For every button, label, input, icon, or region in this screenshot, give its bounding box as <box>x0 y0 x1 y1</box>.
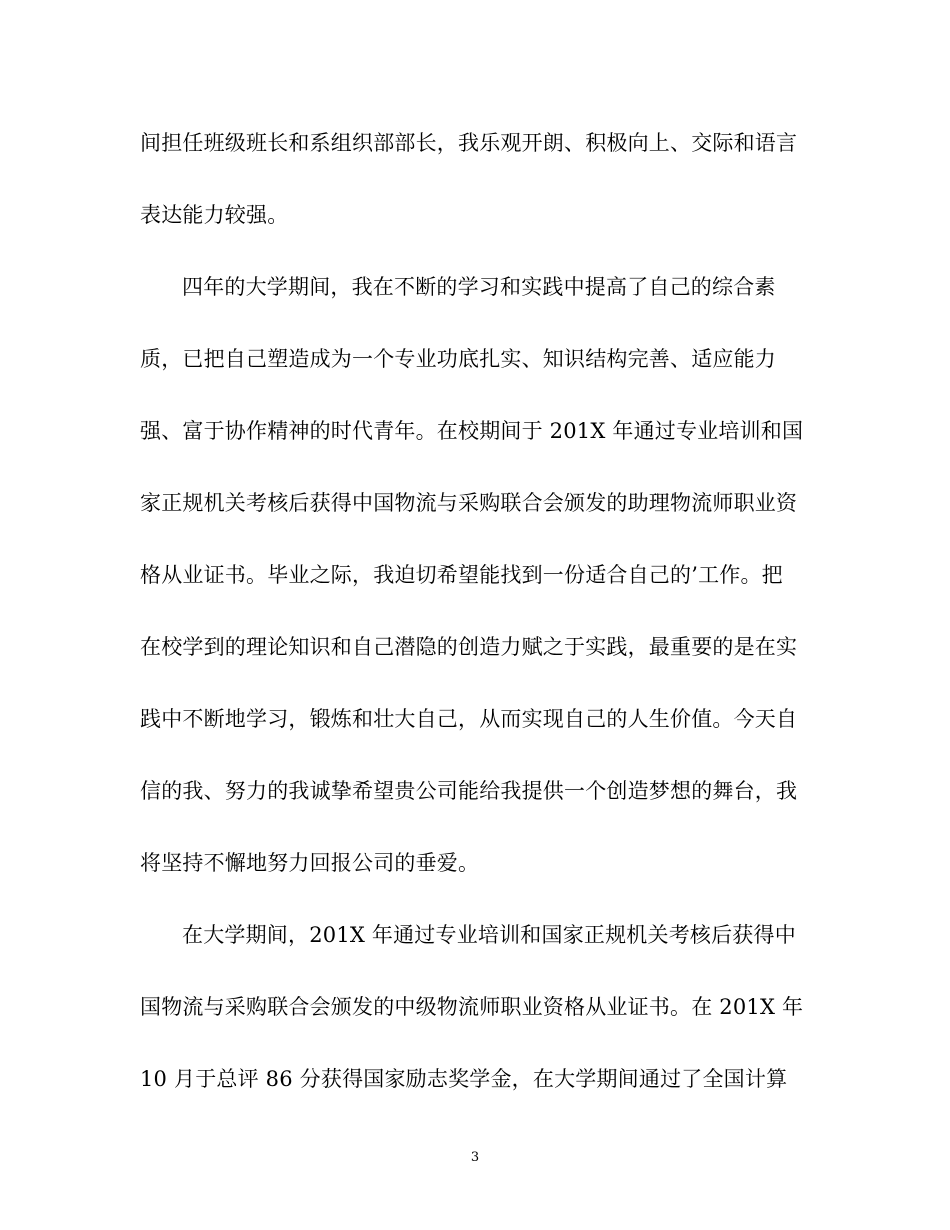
paragraph-line: 践中不断地学习，锻炼和壮大自己，从而实现自己的人生价值。今天自 <box>140 707 798 731</box>
paragraph-line: 强、富于协作精神的时代青年。在校期间于 201X 年通过专业培训和国 <box>140 419 804 443</box>
paragraph-line: 格从业证书。毕业之际，我迫切希望能找到一份适合自己的’工作。把 <box>140 563 783 587</box>
paragraph-line: 国物流与采购联合会颁发的中级物流师职业资格从业证书。在 201X 年 <box>140 995 804 1019</box>
paragraph-line: 家正规机关考核后获得中国物流与采购联合会颁发的助理物流师职业资 <box>140 491 798 515</box>
paragraph-line: 四年的大学期间，我在不断的学习和实践中提高了自己的综合素 <box>182 275 776 299</box>
paragraph-line: 在大学期间，201X 年通过专业培训和国家正规机关考核后获得中 <box>182 923 796 947</box>
paragraph-line: 在校学到的理论知识和自己潜隐的创造力赋之于实践，最重要的是在实 <box>140 635 798 659</box>
paragraph-line: 间担任班级班长和系组织部部长，我乐观开朗、积极向上、交际和语言 <box>140 131 798 155</box>
paragraph-line: 将坚持不懈地努力回报公司的垂爱。 <box>140 851 480 875</box>
paragraph-line: 质，已把自己塑造成为一个专业功底扎实、知识结构完善、适应能力 <box>140 347 776 371</box>
page-number: 3 <box>470 1150 480 1165</box>
paragraph-line: 表达能力较强。 <box>140 203 289 227</box>
paragraph-line: 信的我、努力的我诚挚希望贵公司能给我提供一个创造梦想的舞台，我 <box>140 779 798 803</box>
paragraph-line: 10 月于总评 86 分获得国家励志奖学金，在大学期间通过了全国计算 <box>140 1067 788 1091</box>
